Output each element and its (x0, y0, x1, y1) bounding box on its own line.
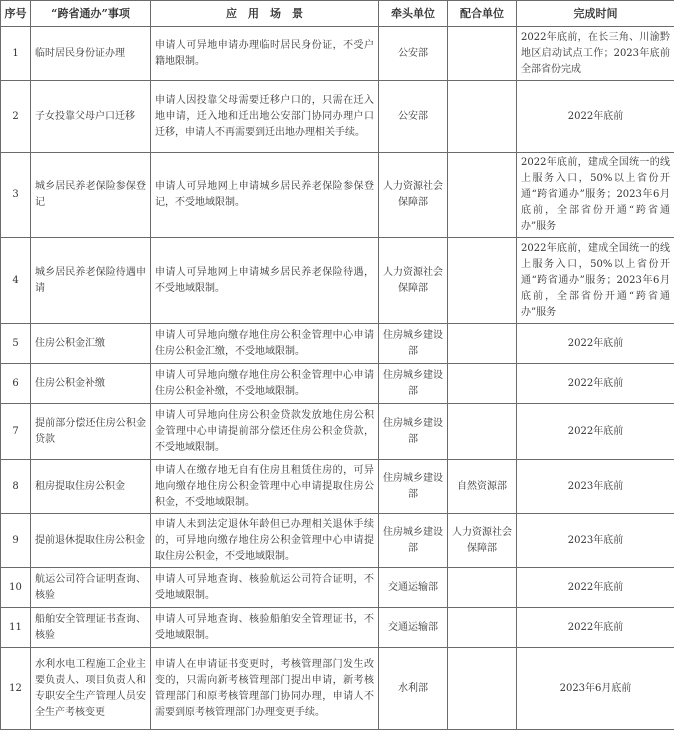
table-row (1, 404, 674, 460)
row-deadline: 2022年底前 (517, 364, 674, 404)
header-co-unit: 配合单位 (448, 1, 517, 27)
table-row (1, 568, 674, 608)
row-lead-unit: 住房城乡建设部 (379, 460, 448, 514)
row-co-unit (448, 324, 517, 364)
row-item: 城乡居民养老保险参保登记 (31, 153, 151, 238)
row-co-unit (448, 153, 517, 238)
row-index: 11 (1, 608, 31, 648)
row-scene: 申请人因投靠父母需要迁移户口的，只需在迁入地申请，迁入地和迁出地公安部门协同办理户口迁移，申请人不再需要到迁出地办理相关手续。 (151, 81, 379, 153)
row-scene: 申请人可异地网上申请城乡居民养老保险参保登记，不受地域限制。 (151, 153, 379, 238)
row-deadline: 2022年底前 (517, 81, 674, 153)
table-row (1, 238, 674, 324)
row-index: 1 (1, 27, 31, 81)
row-item: 租房提取住房公积金 (31, 460, 151, 514)
table-row (1, 81, 674, 153)
row-deadline: 2022年底前，建成全国统一的线上服务入口，50%以上省份开通“跨省通办”服务；2023年6月底前，全部省份开通“跨省通办”服务 (517, 238, 674, 324)
row-co-unit: 人力资源社会保障部 (448, 514, 517, 568)
header-item: “跨省通办”事项 (31, 1, 151, 27)
row-deadline: 2022年底前 (517, 568, 674, 608)
row-scene: 申请人可异地向缴存地住房公积金管理中心申请住房公积金汇缴，不受地域限制。 (151, 324, 379, 364)
row-item: 提前退休提取住房公积金 (31, 514, 151, 568)
table-row (1, 153, 674, 238)
row-deadline: 2022年底前 (517, 324, 674, 364)
row-index: 4 (1, 238, 31, 324)
table-row (1, 324, 674, 364)
row-co-unit (448, 81, 517, 153)
table-row (1, 460, 674, 514)
row-lead-unit: 人力资源社会保障部 (379, 153, 448, 238)
row-item: 航运公司符合证明查询、核验 (31, 568, 151, 608)
row-co-unit (448, 608, 517, 648)
row-item: 住房公积金汇缴 (31, 324, 151, 364)
row-item: 船舶安全管理证书查询、核验 (31, 608, 151, 648)
table-row (1, 514, 674, 568)
row-lead-unit: 住房城乡建设部 (379, 324, 448, 364)
row-co-unit (448, 364, 517, 404)
row-scene: 申请人在缴存地无自有住房且租赁住房的，可异地向缴存地住房公积金管理中心申请提取住房公积金，不受地域限制。 (151, 460, 379, 514)
row-item: 提前部分偿还住房公积金贷款 (31, 404, 151, 460)
row-lead-unit: 交通运输部 (379, 608, 448, 648)
row-deadline: 2023年底前 (517, 460, 674, 514)
row-scene: 申请人可异地向住房公积金贷款发放地住房公积金管理中心申请提前部分偿还住房公积金贷款，不受地域限制。 (151, 404, 379, 460)
row-lead-unit: 公安部 (379, 81, 448, 153)
row-index: 10 (1, 568, 31, 608)
row-index: 7 (1, 404, 31, 460)
header-scene: 应 用 场 景 (151, 1, 379, 27)
row-scene: 申请人可异地向缴存地住房公积金管理中心申请住房公积金补缴，不受地域限制。 (151, 364, 379, 404)
row-lead-unit: 人力资源社会保障部 (379, 238, 448, 324)
row-scene: 申请人可异地查询、核验船舶安全管理证书，不受地域限制。 (151, 608, 379, 648)
row-lead-unit: 公安部 (379, 27, 448, 81)
row-item: 子女投靠父母户口迁移 (31, 81, 151, 153)
row-deadline: 2022年底前 (517, 608, 674, 648)
table-row (1, 364, 674, 404)
row-item: 城乡居民养老保险待遇申请 (31, 238, 151, 324)
row-co-unit (448, 404, 517, 460)
row-deadline: 2022年底前 (517, 404, 674, 460)
row-scene: 申请人可异地申请办理临时居民身份证，不受户籍地限制。 (151, 27, 379, 81)
row-lead-unit: 交通运输部 (379, 568, 448, 608)
row-index: 3 (1, 153, 31, 238)
row-deadline: 2022年底前，在长三角、川渝黔地区启动试点工作；2023年底前全部省份完成 (517, 27, 674, 81)
header-deadline: 完成时间 (517, 1, 674, 27)
row-co-unit (448, 648, 517, 730)
row-deadline: 2023年底前 (517, 514, 674, 568)
table-header-row (1, 1, 674, 27)
table-row (1, 608, 674, 648)
row-index: 12 (1, 648, 31, 730)
row-index: 5 (1, 324, 31, 364)
table-row (1, 648, 674, 730)
table-row (1, 27, 674, 81)
row-index: 2 (1, 81, 31, 153)
header-lead-unit: 牵头单位 (379, 1, 448, 27)
row-co-unit (448, 238, 517, 324)
row-lead-unit: 水利部 (379, 648, 448, 730)
row-scene: 申请人未到法定退休年龄但已办理相关退休手续的，可异地向缴存地住房公积金管理中心申请提取住房公积金，不受地域限制。 (151, 514, 379, 568)
header-index: 序号 (1, 1, 31, 27)
row-lead-unit: 住房城乡建设部 (379, 364, 448, 404)
row-co-unit (448, 27, 517, 81)
row-index: 8 (1, 460, 31, 514)
row-deadline: 2022年底前，建成全国统一的线上服务入口，50%以上省份开通“跨省通办”服务；2023年6月底前，全部省份开通“跨省通办”服务 (517, 153, 674, 238)
row-co-unit: 自然资源部 (448, 460, 517, 514)
row-item: 临时居民身份证办理 (31, 27, 151, 81)
row-item: 住房公积金补缴 (31, 364, 151, 404)
row-scene: 申请人可异地网上申请城乡居民养老保险待遇，不受地域限制。 (151, 238, 379, 324)
row-scene: 申请人在申请证书变更时，考核管理部门发生改变的，只需向新考核管理部门提出申请，新考核管理部门和原考核管理部门协同办理，申请人不需要到原考核管理部门办理变更手续。 (151, 648, 379, 730)
row-lead-unit: 住房城乡建设部 (379, 514, 448, 568)
row-index: 6 (1, 364, 31, 404)
row-co-unit (448, 568, 517, 608)
row-deadline: 2023年6月底前 (517, 648, 674, 730)
row-item: 水利水电工程施工企业主要负责人、项目负责人和专职安全生产管理人员安全生产考核变更 (31, 648, 151, 730)
row-index: 9 (1, 514, 31, 568)
row-scene: 申请人可异地查询、核验航运公司符合证明，不受地域限制。 (151, 568, 379, 608)
row-lead-unit: 住房城乡建设部 (379, 404, 448, 460)
